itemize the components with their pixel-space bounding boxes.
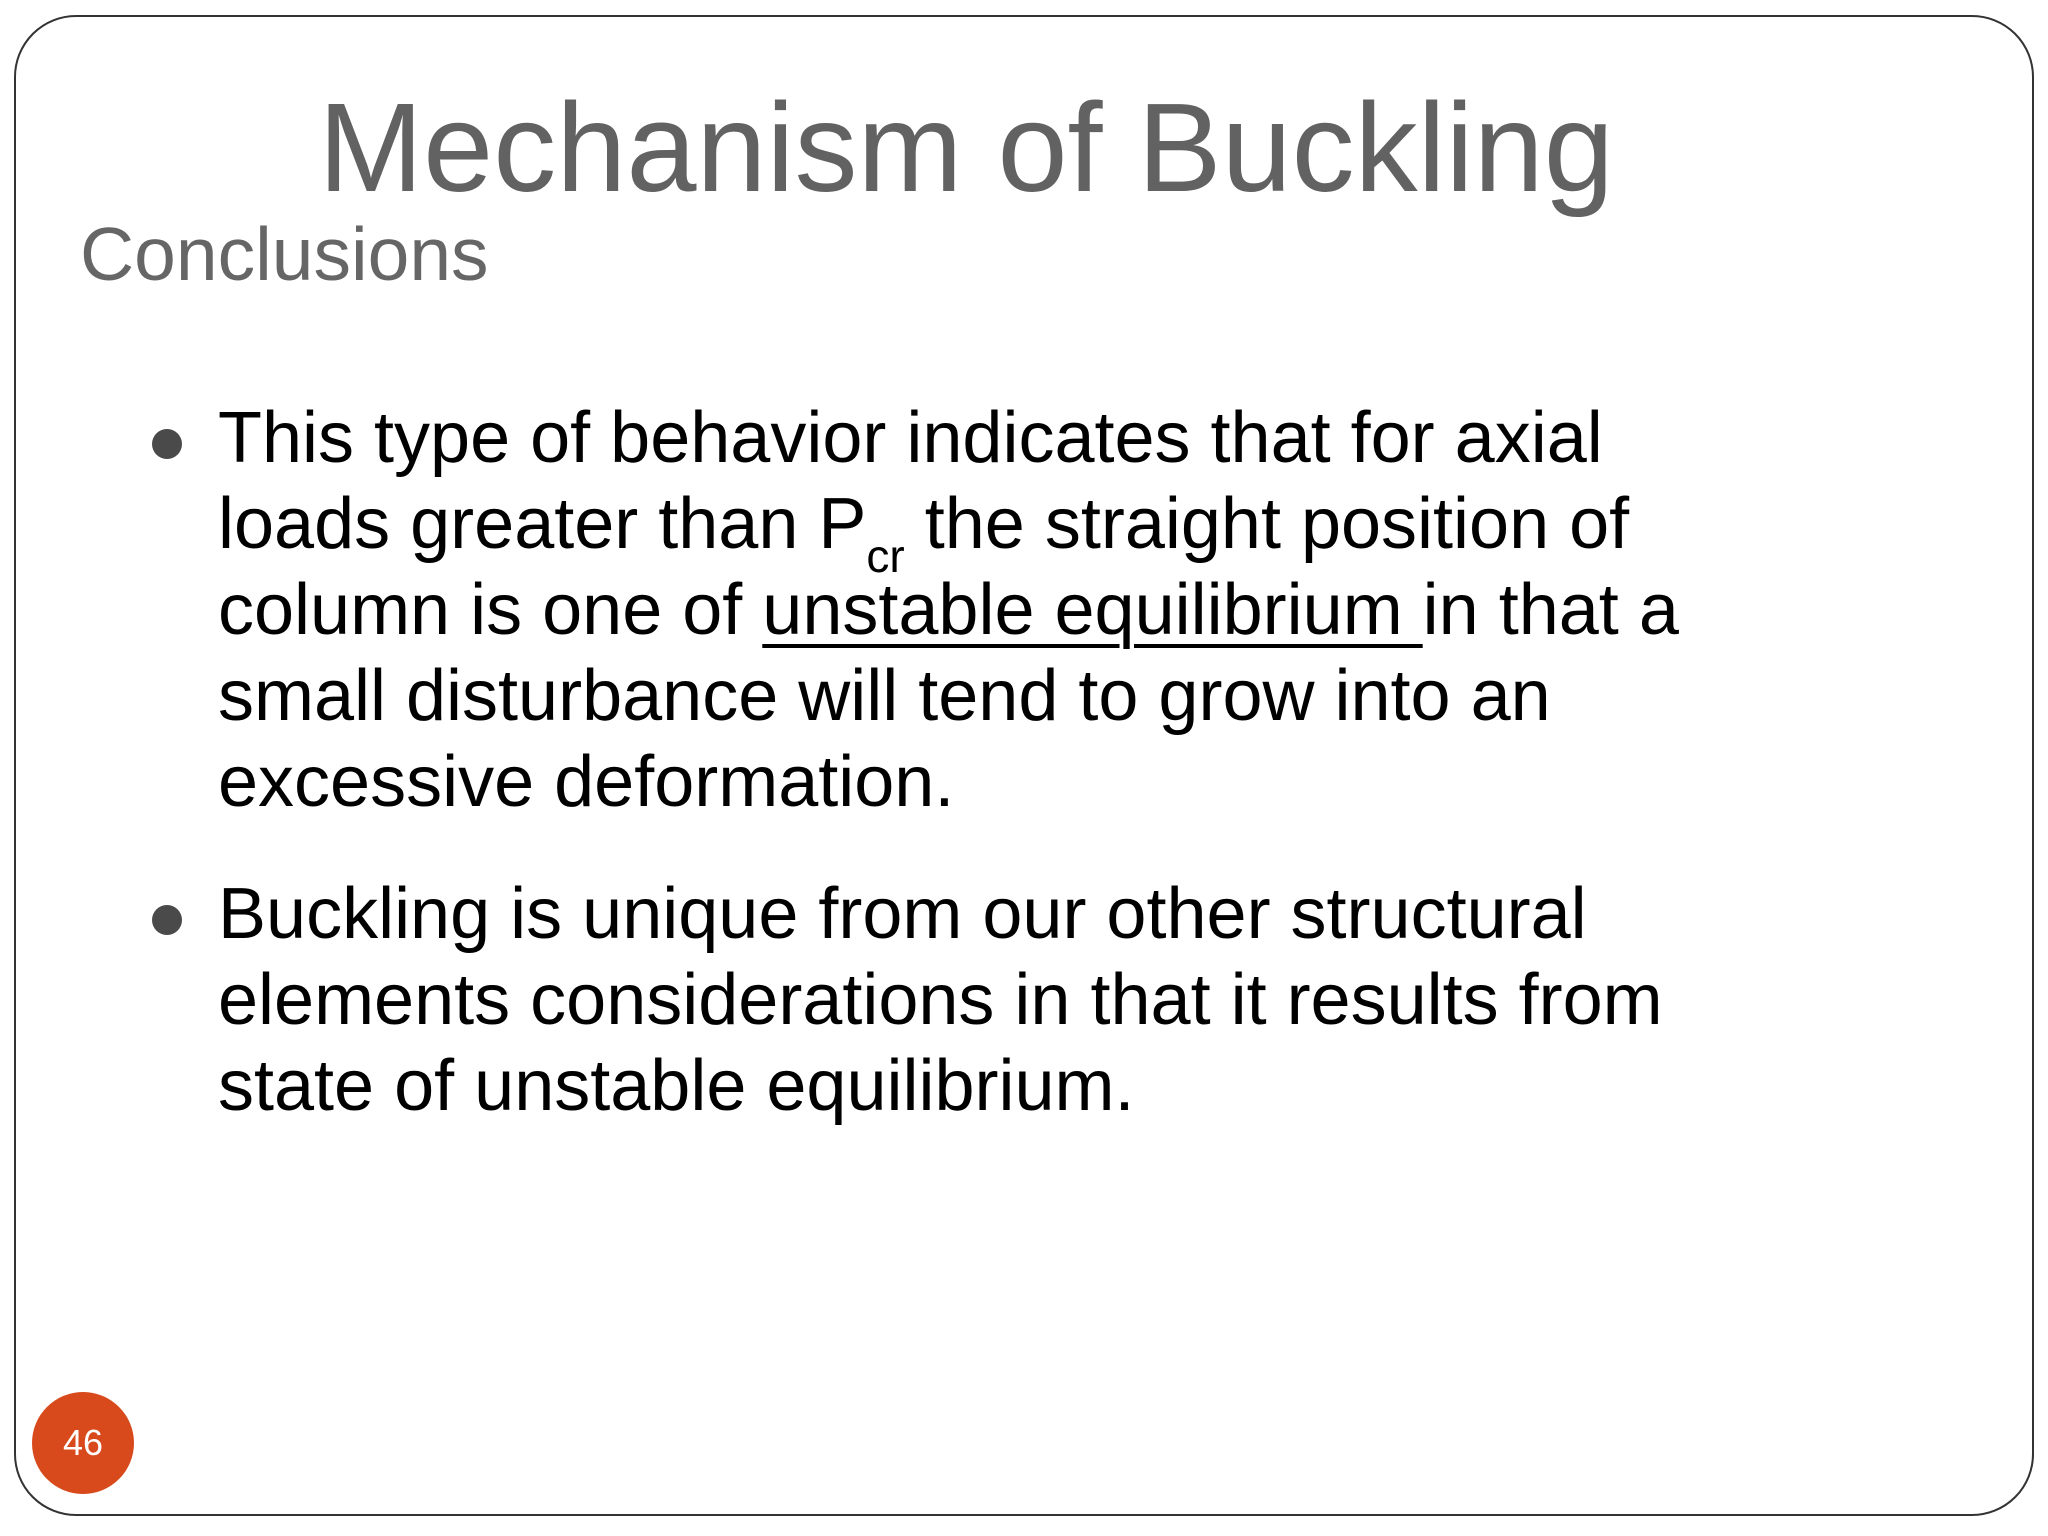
bullet-1-line-3-pre: column is one of bbox=[218, 570, 763, 650]
bullet-dot-icon bbox=[152, 905, 182, 935]
bullet-1-line-4: small disturbance will tend to grow into an bbox=[218, 656, 1551, 736]
bullet-dot-icon bbox=[152, 429, 182, 459]
bullet-2-line-3: state of unstable equilibrium. bbox=[218, 1046, 1135, 1126]
bullet-1-line-2-pre: loads greater than P bbox=[218, 484, 867, 564]
bullet-2-line-1: Buckling is unique from our other structural bbox=[218, 874, 1587, 954]
slide-title: Mechanism of Buckling bbox=[318, 77, 1614, 218]
slide bbox=[14, 15, 2034, 1516]
underlined-phrase: unstable equilibrium bbox=[762, 570, 1423, 650]
bullet-1-line-1: This type of behavior indicates that for axial bbox=[218, 398, 1603, 478]
bullet-1-line-5: excessive deformation. bbox=[218, 742, 955, 822]
subscript-cr: cr bbox=[866, 530, 905, 582]
bullet-1-line-3-post: in that a bbox=[1422, 570, 1679, 650]
page-number-badge: 46 bbox=[32, 1392, 134, 1494]
bullet-item-2 bbox=[218, 871, 1918, 1129]
bullet-item-1 bbox=[218, 395, 1918, 825]
slide-subtitle: Conclusions bbox=[80, 212, 489, 296]
bullet-list bbox=[218, 395, 1918, 1175]
bullet-2-line-2: elements considerations in that it results from bbox=[218, 960, 1663, 1040]
bullet-1-line-2-post: the straight position of bbox=[904, 484, 1630, 564]
